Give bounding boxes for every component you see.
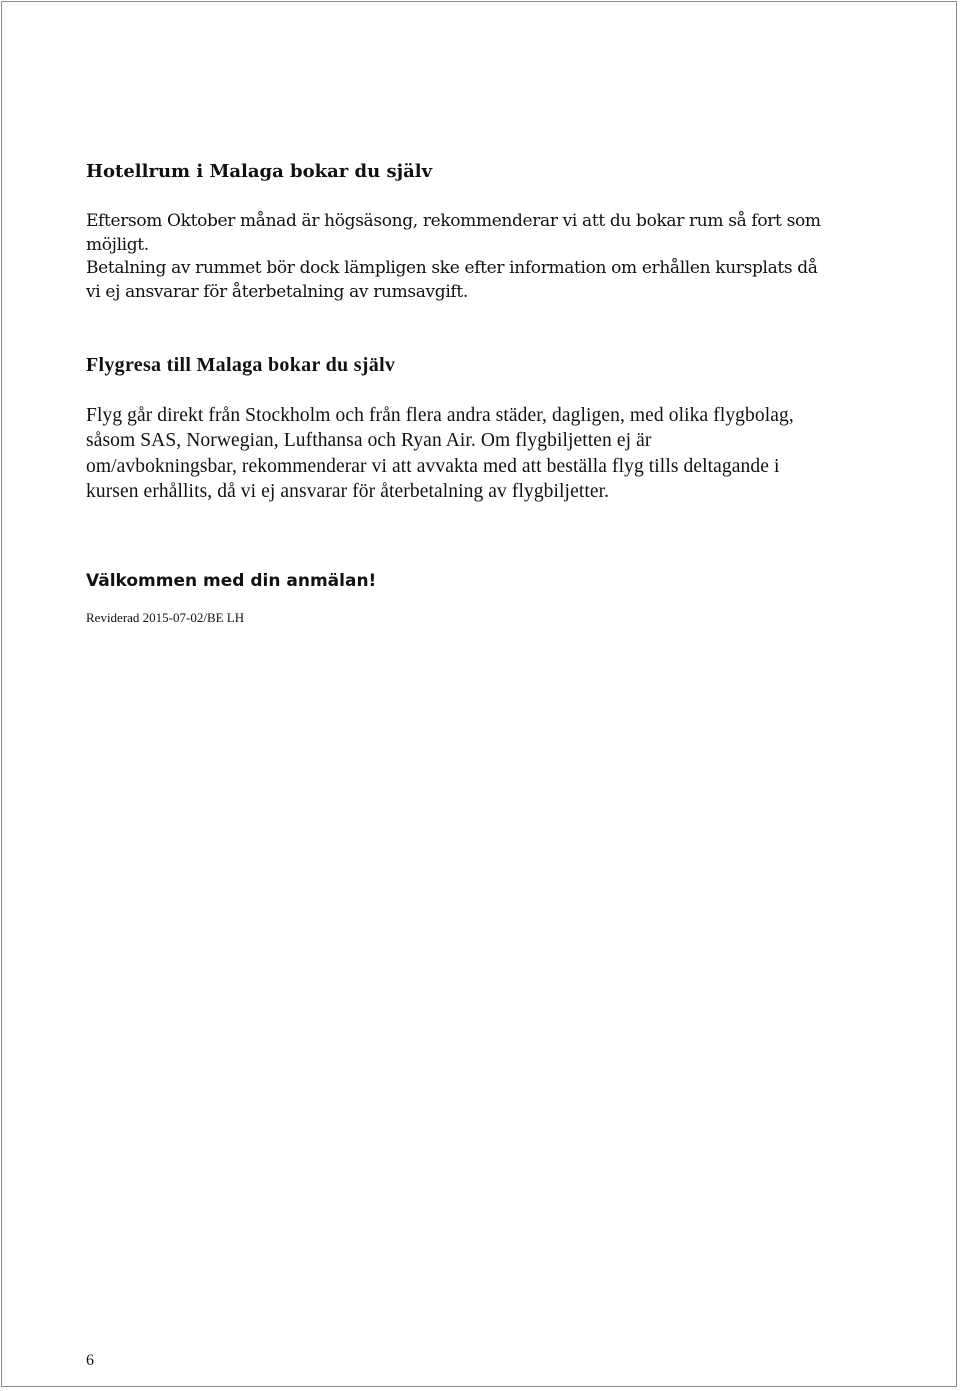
flight-line: om/avbokningsbar, rekommenderar vi att avvakta med att beställa flyg tills deltagande i: [86, 455, 780, 477]
flight-paragraph: [86, 403, 886, 504]
page-number: 6: [86, 1352, 94, 1369]
revision-note: Reviderad 2015-07-02/BE LH: [86, 610, 245, 625]
document-page: [1, 1, 957, 1387]
hotel-line: Betalning av rummet bör dock lämpligen ske efter information om erhållen kursplats då: [86, 258, 818, 278]
welcome-text: Välkommen med din anmälan!: [86, 571, 377, 591]
flight-line: kursen erhållits, då vi ej ansvarar för återbetalning av flygbiljetter.: [86, 480, 610, 502]
hotel-paragraph: [86, 210, 886, 304]
flight-line: Flyg går direkt från Stockholm och från flera andra städer, dagligen, med olika flygbolag,: [86, 405, 794, 426]
flight-heading: Flygresa till Malaga bokar du själv: [86, 354, 396, 376]
hotel-line: Eftersom Oktober månad är högsäsong, rekommenderar vi att du bokar rum så fort som: [86, 211, 821, 231]
hotel-line: vi ej ansvarar för återbetalning av rumsavgift.: [86, 281, 468, 302]
hotel-heading: Hotellrum i Malaga bokar du själv: [86, 161, 433, 182]
flight-line: såsom SAS, Norwegian, Lufthansa och Ryan Air. Om flygbiljetten ej är: [86, 430, 652, 452]
hotel-line: möjligt.: [86, 234, 149, 255]
